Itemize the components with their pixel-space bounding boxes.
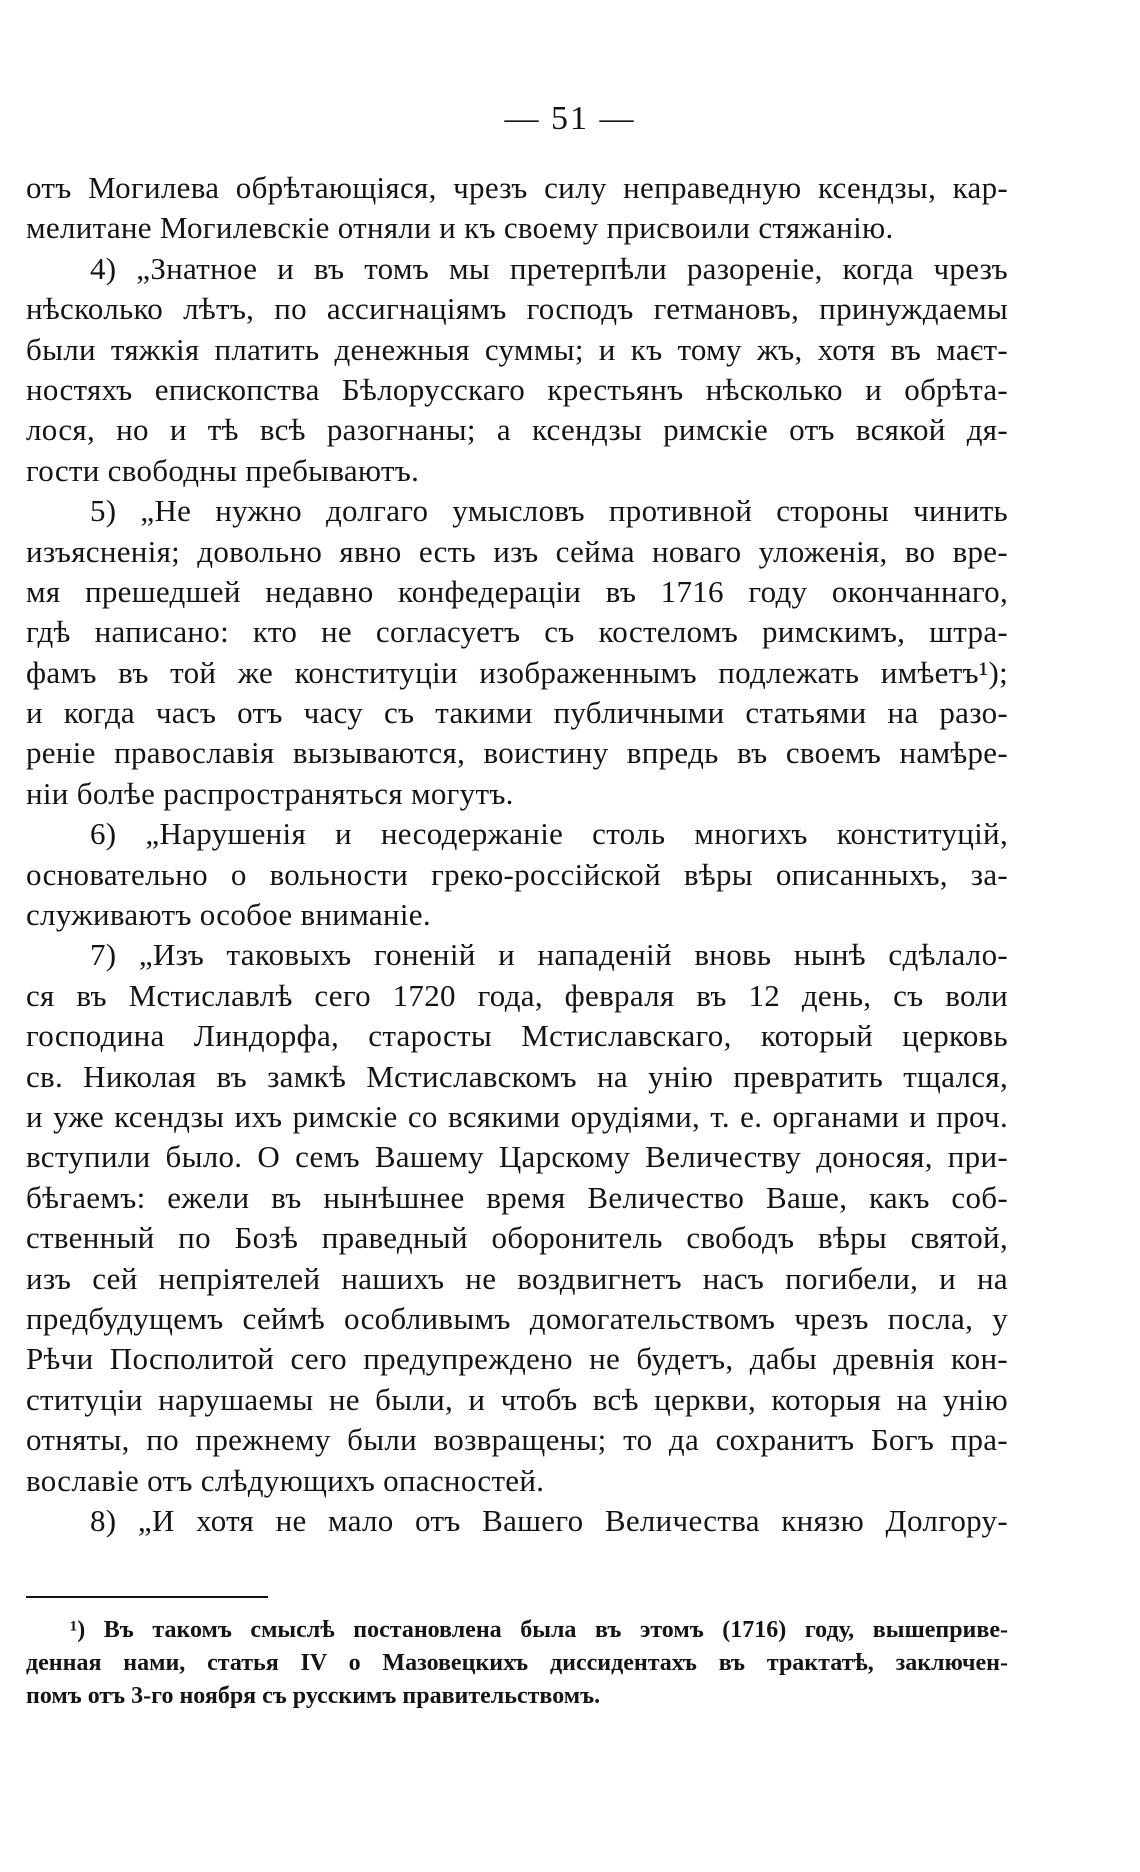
page-number: — 51 — <box>504 100 636 137</box>
text-line: основательно о вольности греко-россійской вѣры описанныхъ, за- <box>26 856 1008 892</box>
text-line: реніе православія вызываются, воистину впредь въ своемъ намѣре- <box>26 735 1008 771</box>
text-line: гости свободны пребываютъ. <box>26 452 420 488</box>
text-line: нѣсколько лѣтъ, по ассигнаціямъ господъ гетмановъ, принуждаемы <box>26 291 1008 327</box>
text-line: Рѣчи Посполитой сего предупреждено не будетъ, дабы древнія кон- <box>26 1341 1008 1377</box>
text-line: предбудущемъ сеймѣ особливымъ домогательствомъ чрезъ посла, у <box>26 1300 1008 1336</box>
text-line: 6) „Нарушенія и несодержаніе столь многихъ конституцій, <box>90 816 1008 852</box>
text-line: 5) „Не нужно долгаго умысловъ противной стороны чинить <box>90 493 1008 529</box>
text-line: изъ сей непріятелей нашихъ не воздвигнетъ насъ погибели, и на <box>26 1260 1008 1296</box>
text-line: ностяхъ епископства Бѣлорусскаго крестьянъ нѣсколько и обрѣта- <box>26 371 1008 407</box>
text-line: и уже ксендзы ихъ римскіе со всякими орудіями, т. е. органами и проч. <box>26 1098 1008 1134</box>
footnote-line: ¹) Въ такомъ смыслѣ постановлена была въ этомъ (1716) году, вышеприве- <box>70 1617 1008 1643</box>
text-line: вославіе отъ слѣдующихъ опасностей. <box>26 1462 545 1498</box>
footnote-rule <box>26 1596 268 1598</box>
text-line: вступили было. О семъ Вашему Царскому Величеству доносяя, при- <box>26 1139 1008 1175</box>
text-line: служиваютъ особое вниманіе. <box>26 897 431 933</box>
text-line: фамъ въ той же конституціи изображеннымъ подлежать имѣетъ¹); <box>26 654 1008 690</box>
text-line: 8) „И хотя не мало отъ Вашего Величества князю Долгору- <box>90 1502 1008 1538</box>
text-line: ституціи нарушаемы не были, и чтобъ всѣ церкви, которыя на унію <box>26 1381 1008 1417</box>
footnotes <box>26 1614 1008 1713</box>
text-line: мя прешедшей недавно конфедераціи въ 1716 году окончаннаго, <box>26 573 1008 609</box>
text-line: ся въ Мстиславлѣ сего 1720 года, февраля въ 12 день, съ воли <box>26 977 1008 1013</box>
text-line: ственный по Бозѣ праведный оборонитель свободъ вѣры святой, <box>26 1220 1008 1256</box>
text-line: и когда часъ отъ часу съ такими публичными статьями на разо- <box>26 695 1008 731</box>
footnote-line: помъ отъ 3-го ноября съ русскимъ правительствомъ. <box>26 1683 601 1709</box>
text-line: 4) „Знатное и въ томъ мы претерпѣли разореніе, когда чрезъ <box>90 250 1008 286</box>
text-line: изъясненія; довольно явно есть изъ сейма новаго уложенія, во вре- <box>26 533 1008 569</box>
text-line: отъ Могилева обрѣтающіяся, чрезъ силу неправедную ксендзы, кар- <box>26 170 1008 205</box>
text-line: господина Линдорфа, старосты Мстиславскаго, который церковь <box>26 1018 1008 1054</box>
text-line: 7) „Изъ таковыхъ гоненій и нападеній вновь нынѣ сдѣлало- <box>90 937 1008 973</box>
text-line: св. Николая въ замкѣ Мстиславскомъ на унію превратить тщался, <box>26 1058 1008 1094</box>
text-line: мелитане Могилевскіе отняли и къ своему присвоили стяжанію. <box>26 210 894 246</box>
text-line: бѣгаемъ: ежели въ нынѣшнее время Величество Ваше, какъ соб- <box>26 1179 1008 1215</box>
footnote-line: денная нами, статья IV о Мазовецкихъ диссидентахъ въ трактатѣ, заключен- <box>26 1650 1008 1676</box>
text-line: ніи болѣе распространяться могутъ. <box>26 775 514 811</box>
text-line: гдѣ написано: кто не согласуетъ съ костеломъ римскимъ, штра- <box>26 614 1008 650</box>
body-text <box>26 168 1008 1541</box>
text-line: отняты, по прежнему были возвращены; то да сохранитъ Богъ пра- <box>26 1422 1008 1458</box>
text-line: были тяжкія платить денежныя суммы; и къ тому жъ, хотя въ маєт- <box>26 331 1008 367</box>
text-line: лося, но и тѣ всѣ разогнаны; а ксендзы римскіе отъ всякой дя- <box>26 412 1008 448</box>
